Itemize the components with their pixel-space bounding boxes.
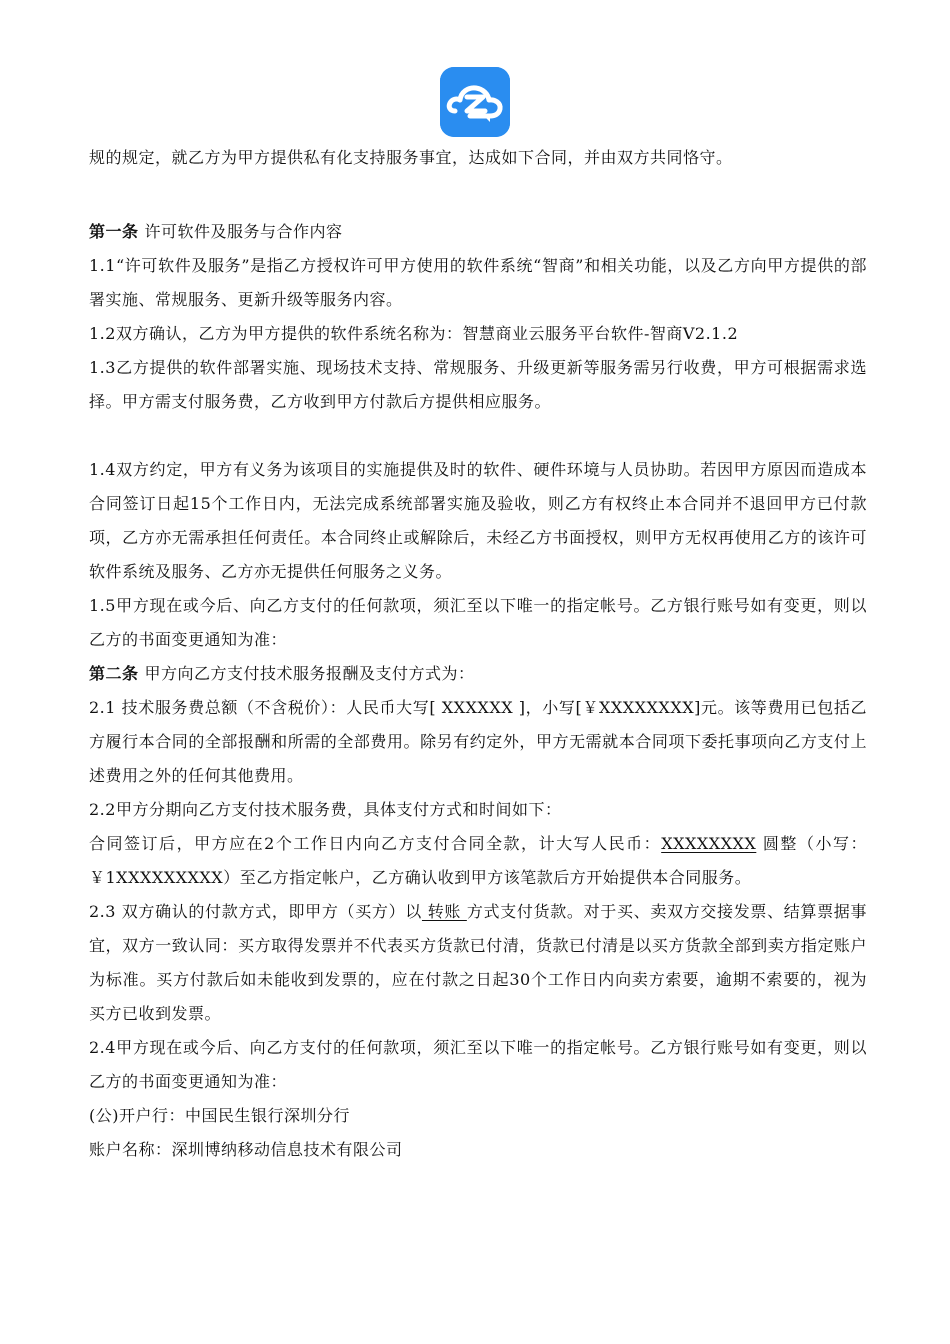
article-1-title: 许可软件及服务与合作内容 [144, 222, 343, 241]
clause-2-3-after: 方式支付货款。对于买、卖双方交接发票、结算票据事宜，双方一致认同：买方取得发票并不代表买方货款已付清，货款已付清是以买方货款全部到卖方指定账户为标准。买方付款后如未能收到发票的，应在付款之日起30个工作日内向卖方索要，逾期不索要的，视为买方已收到发票。 [89, 902, 867, 1023]
article-1-label: 第一条 [89, 222, 139, 241]
payment-text-before: 合同签订后，甲方应在2个工作日内向乙方支付合同全款，计大写人民币： [89, 834, 662, 853]
bank-name: (公)开户行：中国民生银行深圳分行 [89, 1106, 350, 1125]
clause-2-2-detail [89, 827, 867, 895]
clause-2-4: 2.4甲方现在或今后、向乙方支付的任何款项，须汇至以下唯一的指定帐号。乙方银行账号如有变更，则以乙方的书面变更通知为准： [89, 1038, 867, 1091]
clause-2-3 [89, 895, 867, 1031]
cloud-z-logo-icon [440, 67, 510, 137]
article-1-heading [89, 215, 867, 249]
spacer [89, 175, 867, 215]
payment-method: 转账 [421, 902, 467, 921]
clause-1-4: 1.4双方约定，甲方有义务为该项目的实施提供及时的软件、硬件环境与人员协助。若因甲方原因而造成本合同签订日起15个工作日内，无法完成系统部署实施及验收，则乙方有权终止本合同并不退回甲方已付款项，乙方亦无需承担任何责任。本合同终止或解除后，未经乙方书面授权，则甲方无权再使用乙方的该许可软件系统及服务、乙方亦无提供任何服务之义务。 [89, 460, 867, 581]
contract-body [89, 141, 867, 1167]
clause-1-1: 1.1“许可软件及服务”是指乙方授权许可甲方使用的软件系统“智商”和相关功能，以及乙方向甲方提供的部署实施、常规服务、更新升级等服务内容。 [89, 256, 867, 309]
spacer [89, 419, 867, 453]
clause-1-3: 1.3乙方提供的软件部署实施、现场技术支持、常规服务、升级更新等服务需另行收费，甲方可根据需求选择。甲方需支付服务费，乙方收到甲方付款后方提供相应服务。 [89, 358, 867, 411]
payment-text-after: 圆整（小写：￥1XXXXXXXXX）至乙方指定帐户，乙方确认收到甲方该笔款后方开始提供本合同服务。 [89, 834, 867, 887]
clause-1-5: 1.5甲方现在或今后、向乙方支付的任何款项，须汇至以下唯一的指定帐号。乙方银行账号如有变更，则以乙方的书面变更通知为准： [89, 596, 867, 649]
intro-paragraph: 规的规定，就乙方为甲方提供私有化支持服务事宜，达成如下合同，并由双方共同恪守。 [89, 148, 733, 167]
app-logo-icon [440, 67, 510, 137]
article-2-heading [89, 657, 867, 691]
account-name: 账户名称：深圳博纳移动信息技术有限公司 [89, 1140, 403, 1159]
article-2-title: 甲方向乙方支付技术服务报酬及支付方式为： [144, 664, 475, 683]
clause-2-1: 2.1 技术服务费总额（不含税价）：人民币大写[ XXXXXX ]，小写[￥XXXXXXXX]元。该等费用已包括乙方履行本合同的全部报酬和所需的全部费用。除另有约定外，甲方无需就本合同项下委托事项向乙方支付上述费用之外的任何其他费用。 [89, 698, 867, 785]
clause-1-2: 1.2双方确认，乙方为甲方提供的软件系统名称为：智慧商业云服务平台软件-智商V2.1.2 [89, 324, 739, 343]
clause-2-2: 2.2甲方分期向乙方支付技术服务费，具体支付方式和时间如下： [89, 800, 562, 819]
clause-2-3-before: 2.3 双方确认的付款方式，即甲方（买方）以 [89, 902, 422, 921]
article-2-label: 第二条 [89, 664, 139, 683]
amount-upper: XXXXXXXX [661, 834, 757, 853]
